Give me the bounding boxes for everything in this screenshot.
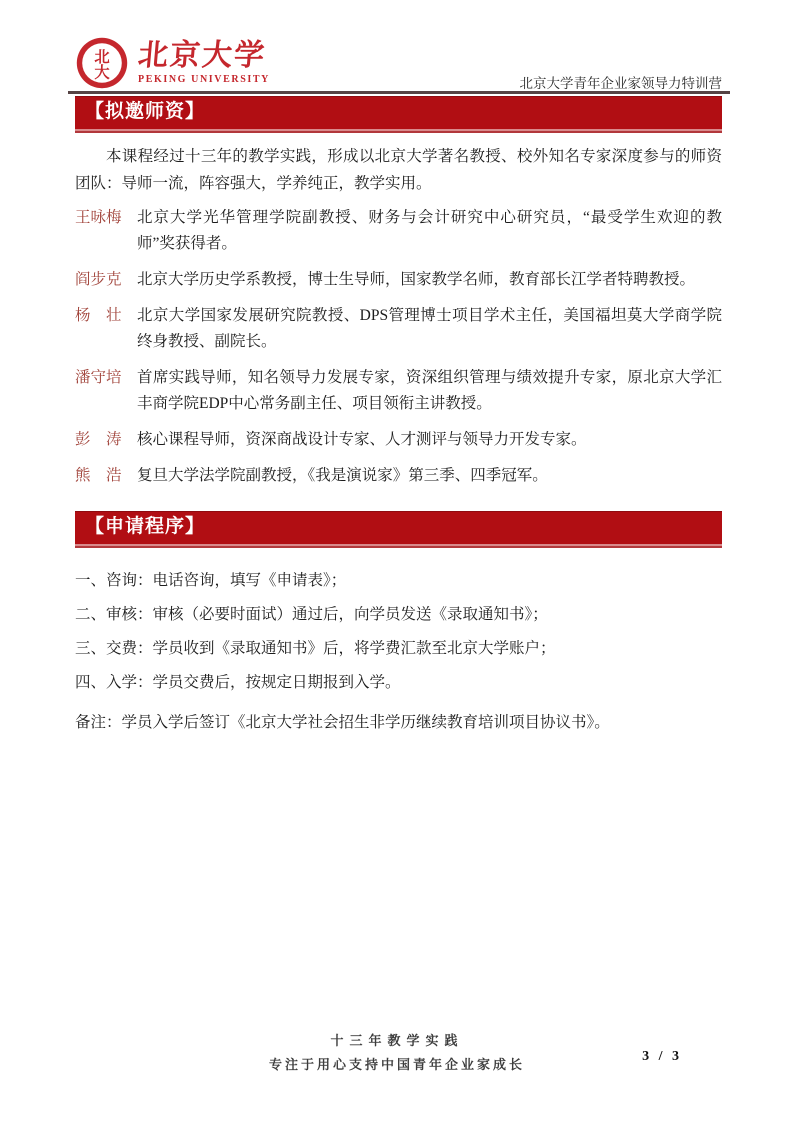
page-content xyxy=(75,96,722,736)
faculty-member xyxy=(75,267,722,293)
university-name-en: PEKING UNIVERSITY xyxy=(138,74,270,85)
faculty-name: 王咏梅 xyxy=(75,209,122,226)
faculty-name: 彭 涛 xyxy=(75,431,122,448)
faculty-member xyxy=(75,365,722,417)
faculty-bio: 北京大学国家发展研究院教授、DPS管理博士项目学术主任，美国福坦莫大学商学院终身教授、副院长。 xyxy=(137,307,722,350)
section-banner-application: 【申请程序】 xyxy=(75,511,722,548)
faculty-list xyxy=(75,205,722,489)
faculty-member xyxy=(75,303,722,355)
application-note: 备注：学员入学后签订《北京大学社会招生非学历继续教育培训项目协议书》。 xyxy=(75,714,610,731)
footer-slogan-line1: 十三年教学实践 xyxy=(330,1034,464,1049)
application-step: 二、审核：审核（必要时面试）通过后，向学员发送《录取通知书》； xyxy=(75,606,548,623)
application-step: 三、交费：学员收到《录取通知书》后，将学费汇款至北京大学账户； xyxy=(75,640,556,657)
faculty-name: 熊 浩 xyxy=(75,467,122,484)
program-title: 北京大学青年企业家领导力特训营 xyxy=(519,76,722,91)
faculty-name: 潘守培 xyxy=(75,369,122,386)
application-steps xyxy=(75,568,722,696)
faculty-member xyxy=(75,427,722,453)
footer-slogan-line2: 专注于用心支持中国青年企业家成长 xyxy=(268,1058,525,1073)
svg-text:大: 大 xyxy=(94,64,110,82)
logo-wordmark xyxy=(136,38,270,85)
university-name-cn: 北京大学 xyxy=(136,38,268,73)
faculty-bio: 北京大学历史学系教授，博士生导师，国家教学名师，教育部长江学者特聘教授。 xyxy=(137,271,696,288)
page-number: 3 / 3 xyxy=(642,1049,682,1064)
faculty-bio: 北京大学光华管理学院副教授、财务与会计研究中心研究员，“最受学生欢迎的教师”奖获得者。 xyxy=(137,209,722,252)
faculty-member xyxy=(75,205,722,257)
faculty-name: 阎步克 xyxy=(75,271,122,288)
faculty-intro-paragraph: 本课程经过十三年的教学实践，形成以北京大学著名教授、校外知名专家深度参与的师资团队：导师一流，阵容强大，学养纯正，教学实用。 xyxy=(75,148,722,192)
header-divider xyxy=(68,91,730,94)
svg-text:北: 北 xyxy=(94,49,110,67)
faculty-name: 杨 壮 xyxy=(75,307,122,324)
application-step: 四、入学：学员交费后，按规定日期报到入学。 xyxy=(75,674,401,691)
page-header xyxy=(75,36,724,92)
faculty-bio: 复旦大学法学院副教授，《我是演说家》第三季、四季冠军。 xyxy=(137,467,548,484)
pku-seal-icon xyxy=(75,36,129,90)
faculty-bio: 核心课程导师，资深商战设计专家、人才测评与领导力开发专家。 xyxy=(137,431,587,448)
faculty-member xyxy=(75,463,722,489)
faculty-bio: 首席实践导师，知名领导力发展专家，资深组织管理与绩效提升专家，原北京大学汇丰商学院EDP中心常务副主任、项目领衔主讲教授。 xyxy=(137,369,722,412)
section-banner-faculty: 【拟邀师资】 xyxy=(75,96,722,133)
application-step: 一、咨询：电话咨询，填写《申请表》； xyxy=(75,572,347,589)
